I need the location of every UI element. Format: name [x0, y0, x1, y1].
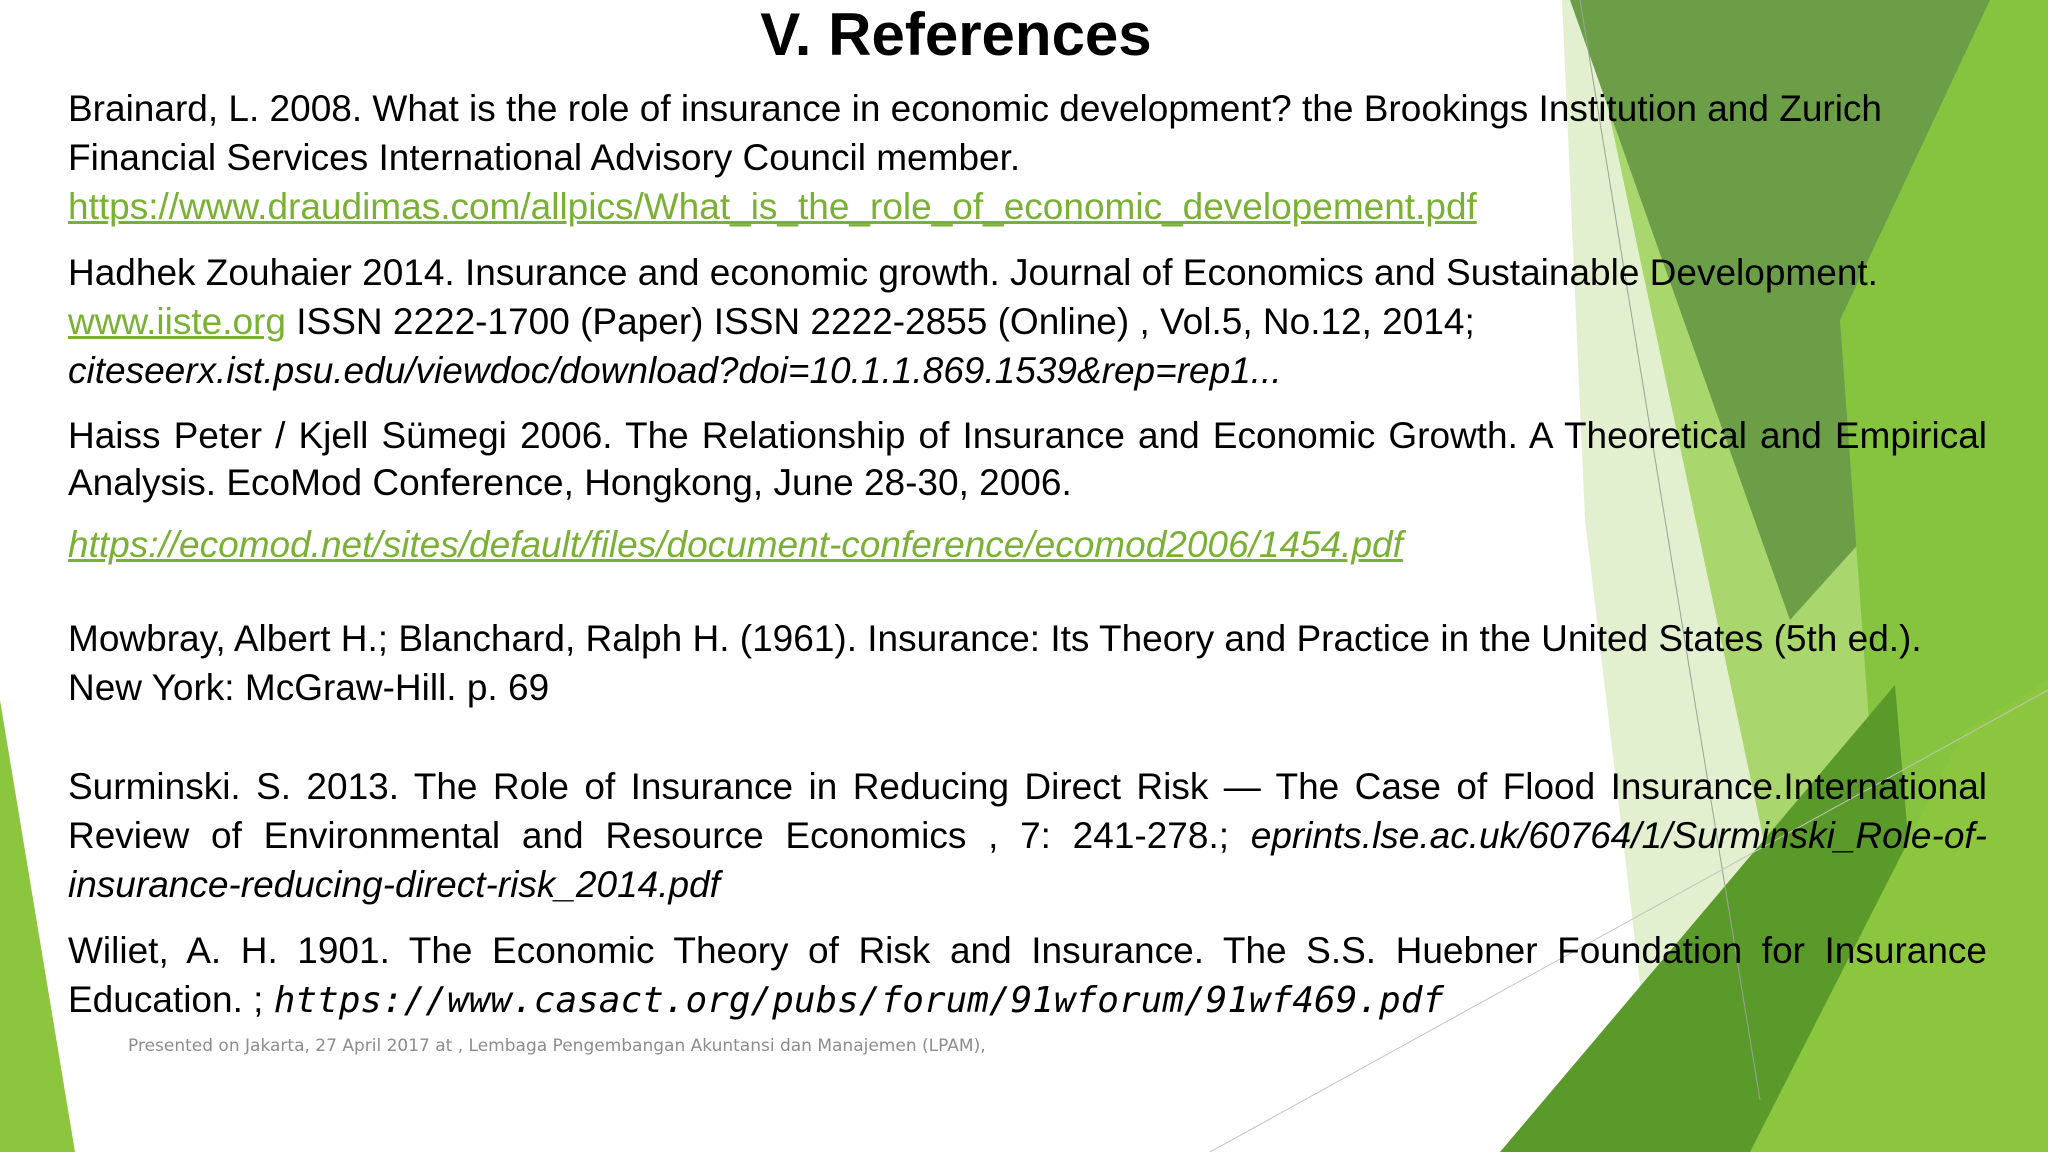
- slide-footer: Presented on Jakarta, 27 April 2017 at , Lembaga Pengembangan Akuntansi dan Manajemen (LPAM),: [128, 1036, 986, 1056]
- ref-wiliet-text: Wiliet, A. H. 1901. The Economic Theory of Risk and Insurance. The S.S. Huebner Foundation for Insurance Education. ;: [68, 930, 1987, 1020]
- ref-brainard-text: Brainard, L. 2008. What is the role of insurance in economic development? the Brookings Institution and Zurich Financial Services International Advisory Council member.: [68, 88, 1883, 178]
- ref-brainard-link[interactable]: https://www.draudimas.com/allpics/What_is_the_role_of_economic_developement.pdf: [68, 186, 1477, 227]
- ref-haiss-text: Haiss Peter / Kjell Sümegi 2006. The Relationship of Insurance and Economic Growth. A Theoretical and Empirical Analysis. EcoMod Conference, Hongkong, June 28-30, 2006.: [68, 415, 1987, 503]
- reference-list: [68, 84, 1987, 1025]
- ref-surminski-text: Surminski. S. 2013. The Role of Insurance in Reducing Direct Risk — The Case of Flood Insurance.International Review of Environmental and Resource Economics , 7: 241-278.;: [68, 766, 1987, 856]
- ref-hadhek-text: Hadhek Zouhaier 2014. Insurance and economic growth. Journal of Economics and Sustainable Development.: [68, 252, 1878, 293]
- ref-mowbray-text: Mowbray, Albert H.; Blanchard, Ralph H. (1961). Insurance: Its Theory and Practice in the United States (5th ed.). New York: McGraw-Hill. p. 69: [68, 618, 1922, 708]
- ref-hadhek-link[interactable]: www.iiste.org: [68, 301, 286, 342]
- ref-hadhek-citeseer: citeseerx.ist.psu.edu/viewdoc/download?doi=10.1.1.869.1539&rep=rep1...: [68, 350, 1282, 391]
- ref-hadhek-issn: ISSN 2222-1700 (Paper) ISSN 2222-2855 (Online) , Vol.5, No.12, 2014;: [285, 301, 1475, 342]
- ref-surminski-url: eprints.lse.ac.uk/60764/1/Surminski_Role-of-insurance-reducing-direct-risk_2014.pdf: [68, 815, 1987, 905]
- ref-surminski: [68, 762, 1987, 909]
- ref-haiss: [68, 412, 1987, 506]
- ref-haiss-url-line: [68, 520, 1987, 569]
- ref-mowbray: [68, 614, 1987, 712]
- ref-haiss-link[interactable]: https://ecomod.net/sites/default/files/document-conference/ecomod2006/1454.pdf: [68, 524, 1403, 565]
- left-green-wedge: [0, 700, 75, 1152]
- ref-wiliet: [68, 926, 1987, 1025]
- slide-title: V. References: [760, 1, 1152, 68]
- ref-hadhek: [68, 248, 1987, 395]
- ref-wiliet-url: https://www.casact.org/pubs/forum/91wforum/91wf469.pdf: [273, 980, 1445, 1021]
- ref-brainard: [68, 84, 1987, 231]
